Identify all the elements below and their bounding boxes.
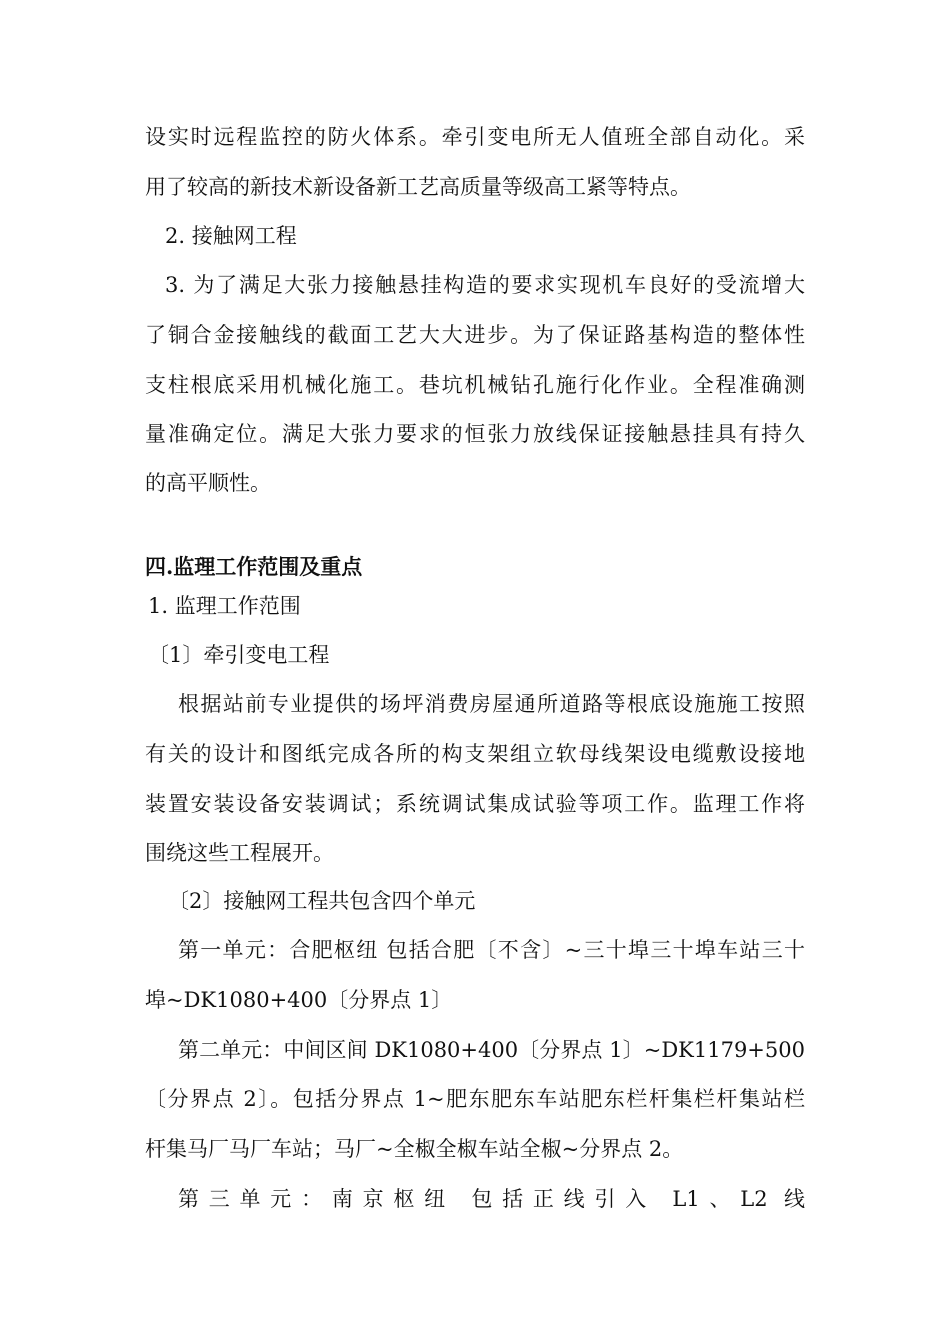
paragraph-line: 装置安装设备安装调试；系统调试集成试验等项工作。监理工作将	[145, 792, 805, 816]
subsection-item: 〔2〕接触网工程共包含四个单元	[168, 889, 476, 913]
paragraph-line: 的高平顺性。	[145, 471, 271, 495]
paragraph-line: 第三单元：南京枢纽 包括正线引入 L1、L2 线	[178, 1187, 805, 1211]
paragraph-line: 围绕这些工程展开。	[145, 841, 334, 865]
section-item: 2. 接触网工程	[165, 224, 297, 248]
paragraph-line: 第二单元：中间区间 DK1080+400〔分界点 1〕~DK1179+500	[178, 1038, 805, 1062]
paragraph-line: 第一单元：合肥枢纽 包括合肥〔不含〕~三十埠三十埠车站三十	[178, 938, 805, 962]
paragraph-line: 了铜合金接触线的截面工艺大大进步。为了保证路基构造的整体性	[145, 323, 805, 347]
paragraph-line: 杆集马厂马厂车站；马厂~全椒全椒车站全椒~分界点 2。	[145, 1137, 684, 1161]
paragraph-line: 量准确定位。满足大张力要求的恒张力放线保证接触悬挂具有持久	[145, 422, 805, 446]
subsection-item: 〔1〕牵引变电工程	[148, 643, 330, 667]
paragraph-line: 支柱根底采用机械化施工。巷坑机械钻孔施行化作业。全程准确测	[145, 373, 805, 397]
paragraph-line: 〔分界点 2〕。包括分界点 1~肥东肥东车站肥东栏杆集栏杆集站栏	[145, 1087, 805, 1111]
paragraph-line: 用了较高的新技术新设备新工艺高质量等级高工紧等特点。	[145, 175, 691, 199]
paragraph-line: 埠~DK1080+400〔分界点 1〕	[145, 988, 453, 1012]
paragraph-line: 根据站前专业提供的场坪消费房屋通所道路等根底设施施工按照	[178, 692, 805, 716]
paragraph-line: 有关的设计和图纸完成各所的构支架组立软母线架设电缆敷设接地	[145, 742, 805, 766]
paragraph-line: 设实时远程监控的防火体系。牵引变电所无人值班全部自动化。采	[145, 125, 805, 149]
section-heading: 四.监理工作范围及重点	[145, 554, 363, 579]
subsection-title: 1. 监理工作范围	[148, 594, 301, 618]
paragraph-line: 3. 为了满足大张力接触悬挂构造的要求实现机车良好的受流增大	[165, 273, 805, 297]
